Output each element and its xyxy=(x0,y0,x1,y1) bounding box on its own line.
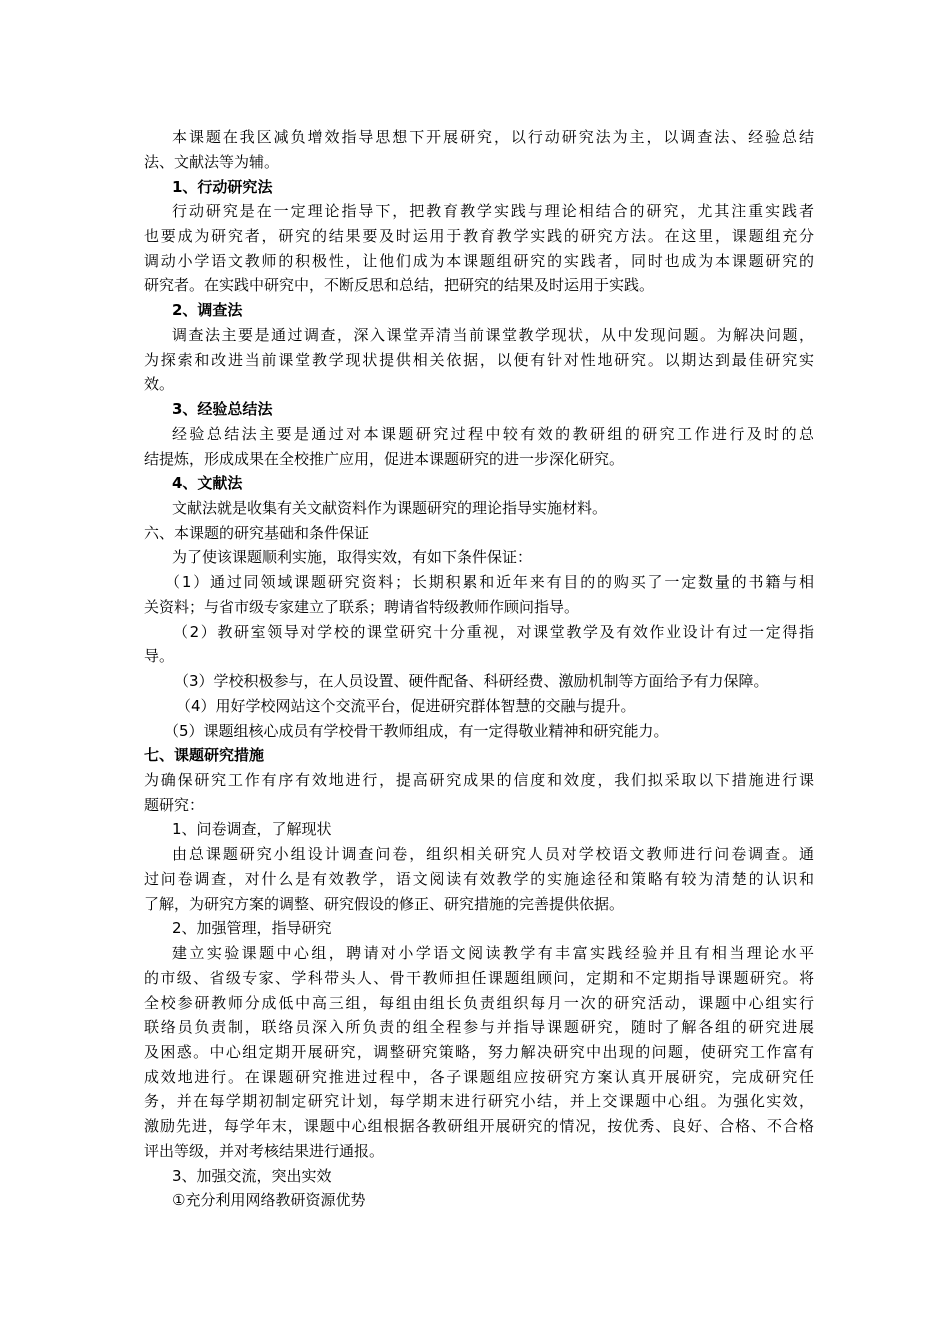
section-heading: 3、经验总结法 xyxy=(172,400,273,418)
paragraph-line: 结提炼，形成成果在全校推广应用，促进本课题研究的进一步深化研究。 xyxy=(144,450,625,468)
paragraph-line: 为确保研究工作有序有效地进行，提高研究成果的信度和效度，我们拟采取以下措施进行课 xyxy=(144,771,814,789)
paragraph-line: 导。 xyxy=(144,647,175,665)
paragraph-line: 研究者。在实践中研究中，不断反思和总结，把研究的结果及时运用于实践。 xyxy=(144,276,655,294)
paragraph-line: 本课题在我区减负增效指导思想下开展研究，以行动研究法为主，以调查法、经验总结 xyxy=(172,128,814,146)
paragraph-line: ①充分利用网络教研资源优势 xyxy=(172,1191,366,1209)
paragraph-line: 成效地进行。在课题研究推进过程中，各子课题组应按研究方案认真开展研究，完成研究任 xyxy=(144,1068,814,1086)
paragraph-line: 关资料；与省市级专家建立了联系；聘请省特级教师作顾问指导。 xyxy=(144,598,580,616)
paragraph-line: 文献法就是收集有关文献资料作为课题研究的理论指导实施材料。 xyxy=(172,499,608,517)
section-heading: 2、调查法 xyxy=(172,301,243,319)
paragraph-line: 为探索和改进当前课堂教学现状提供相关依据，以便有针对性地研究。以期达到最佳研究实 xyxy=(144,351,814,369)
subsection-heading: 3、加强交流，突出实效 xyxy=(172,1167,332,1185)
paragraph-line: 调动小学语文教师的积极性，让他们成为本课题组研究的实践者，同时也成为本课题研究的 xyxy=(144,252,814,270)
paragraph-line: 也要成为研究者，研究的结果要及时运用于教育教学实践的研究方法。在这里，课题组充分 xyxy=(144,227,814,245)
section-heading: 4、文献法 xyxy=(172,474,243,492)
paragraph-line: 的市级、省级专家、学科带头人、骨干教师担任课题组顾问，定期和不定期指导课题研究。将 xyxy=(144,969,814,987)
subsection-heading: 2、加强管理，指导研究 xyxy=(172,919,332,937)
section-heading: 1、行动研究法 xyxy=(172,178,273,196)
paragraph-line: 联络员负责制，联络员深入所负责的组全程参与并指导课题研究，随时了解各组的研究进展 xyxy=(144,1018,814,1036)
paragraph-line: 激励先进，每学年末，课题中心组根据各教研组开展研究的情况，按优秀、良好、合格、不合格 xyxy=(144,1117,814,1135)
paragraph-line: 为了使该课题顺利实施，取得实效，有如下条件保证： xyxy=(172,548,533,566)
paragraph-line: 法、文献法等为辅。 xyxy=(144,153,280,171)
subsection-heading: 1、问卷调查，了解现状 xyxy=(172,820,332,838)
paragraph-line: 建立实验课题中心组，聘请对小学语文阅读教学有丰富实践经验并且有相当理论水平 xyxy=(172,944,814,962)
paragraph-line: 及困惑。中心组定期开展研究，调整研究策略，努力解决研究中出现的问题，使研究工作富有 xyxy=(144,1043,814,1061)
list-item: （2）教研室领导对学校的课堂研究十分重视，对课堂教学及有效作业设计有过一定得指 xyxy=(173,623,814,641)
chapter-heading: 六、本课题的研究基础和条件保证 xyxy=(144,524,370,542)
list-item: （3）学校积极参与，在人员设置、硬件配备、科研经费、激励机制等方面给予有力保障。 xyxy=(174,672,769,690)
paragraph-line: 行动研究是在一定理论指导下，把教育教学实践与理论相结合的研究，尤其注重实践者 xyxy=(172,202,814,220)
list-item: （4）用好学校网站这个交流平台，促进研究群体智慧的交融与提升。 xyxy=(176,697,636,715)
paragraph-line: 评出等级，并对考核结果进行通报。 xyxy=(144,1142,385,1160)
paragraph-line: 过问卷调查，对什么是有效教学，语文阅读有效教学的实施途径和策略有较为清楚的认识和 xyxy=(144,870,814,888)
paragraph-line: 题研究： xyxy=(144,796,205,814)
paragraph-line: 由总课题研究小组设计调查问卷，组织相关研究人员对学校语文教师进行问卷调查。通 xyxy=(172,845,814,863)
paragraph-line: 效。 xyxy=(144,375,175,393)
list-item: （5）课题组核心成员有学校骨干教师组成，有一定得敬业精神和研究能力。 xyxy=(164,722,669,740)
paragraph-line: 全校参研教师分成低中高三组，每组由组长负责组织每月一次的研究活动，课题中心组实行 xyxy=(144,994,814,1012)
chapter-heading: 七、课题研究措施 xyxy=(144,746,265,764)
paragraph-line: 了解，为研究方案的调整、研究假设的修正、研究措施的完善提供依据。 xyxy=(144,895,625,913)
paragraph-line: 调查法主要是通过调查，深入课堂弄清当前课堂教学现状，从中发现问题。为解决问题， xyxy=(172,326,814,344)
paragraph-line: 务，并在每学期初制定研究计划，每学期末进行研究小结，并上交课题中心组。为强化实效， xyxy=(144,1092,814,1110)
list-item: （1）通过同领域课题研究资料；长期积累和近年来有目的的购买了一定数量的书籍与相 xyxy=(165,573,814,591)
paragraph-line: 经验总结法主要是通过对本课题研究过程中较有效的教研组的研究工作进行及时的总 xyxy=(172,425,814,443)
